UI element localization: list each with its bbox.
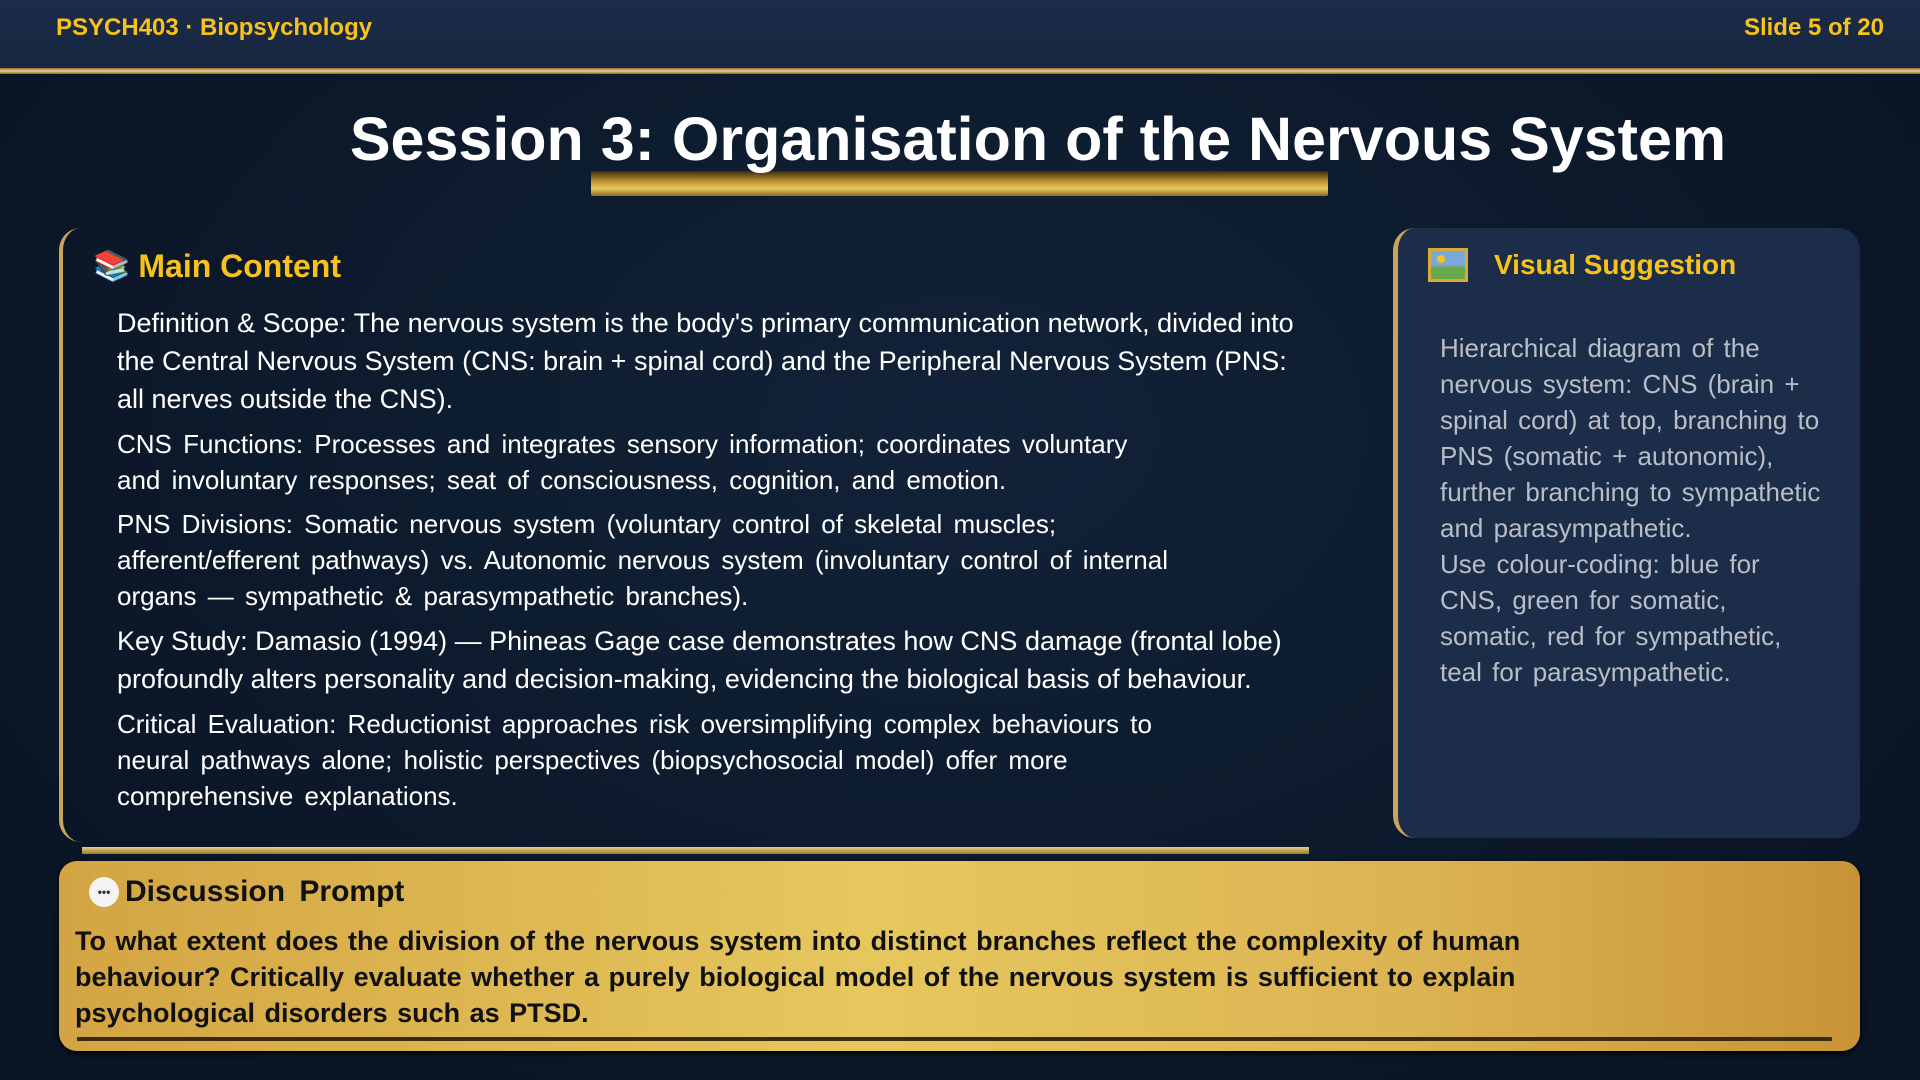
visual-suggestion-panel [1393, 228, 1860, 838]
discussion-heading [89, 875, 404, 909]
pns-divisions-paragraph: PNS Divisions: Somatic nervous system (voluntary control of skeletal muscles; afferent/efferent pathways) vs. Autonomic nervous system (involuntary control of internal organs — sympathetic & parasympathetic branches). [117, 509, 1168, 611]
main-content-body [117, 304, 1317, 822]
main-content-underline [82, 847, 1309, 854]
header-divider [0, 68, 1920, 74]
picture-icon [1428, 248, 1468, 282]
title-underline-bar [591, 171, 1328, 196]
discussion-prompt-panel [59, 861, 1860, 1051]
key-study-paragraph: Key Study: Damasio (1994) — Phineas Gage case demonstrates how CNS damage (frontal lobe) profoundly alters personality and decision-making, evidencing the biological basis of behaviour. [117, 626, 1282, 694]
slide-counter: Slide 5 of 20 [1743, 14, 1884, 41]
main-content-heading [93, 248, 341, 285]
header-bar [0, 0, 1920, 68]
cns-functions-paragraph: CNS Functions: Processes and integrates sensory information; coordinates voluntary and involuntary responses; seat of consciousness, cognition, and emotion. [117, 429, 1128, 495]
visual-diagram-description: Hierarchical diagram of the nervous system: CNS (brain + spinal cord) at top, branching to PNS (somatic + autonomic), further branching to sympathetic and parasympathetic. [1440, 333, 1821, 543]
visual-colour-coding: Use colour-coding: blue for CNS, green for somatic, somatic, red for sympathetic, teal for parasympathetic. [1440, 549, 1782, 687]
slide-title: Session 3: Organisation of the Nervous System [349, 105, 1727, 173]
discussion-title: Discussion Prompt [125, 875, 405, 908]
definition-paragraph: Definition & Scope: The nervous system is the body's primary communication network, divided into the Central Nervous System (CNS: brain + spinal cord) and the Peripheral Nervous System (PNS: all nerves outside the CNS). [117, 308, 1294, 414]
critical-evaluation-paragraph: Critical Evaluation: Reductionist approaches risk oversimplifying complex behaviours to neural pathways alone; holistic perspectives (biopsychosocial model) offer more comprehensive explanations. [117, 709, 1152, 811]
books-icon: 📚 [93, 250, 131, 283]
discussion-underline [77, 1037, 1832, 1041]
visual-suggestion-heading [1428, 248, 1736, 282]
discussion-text: To what extent does the division of the nervous system into distinct branches reflect the complexity of human behaviour? Critically evaluate whether a purely biological model of the nervous system is sufficient to explain psychological disorders such as PTSD. [75, 926, 1521, 1028]
visual-suggestion-body [1440, 330, 1830, 690]
course-label: PSYCH403 · Biopsychology [56, 14, 373, 41]
visual-suggestion-title: Visual Suggestion [1494, 249, 1737, 280]
main-content-panel [59, 228, 1310, 842]
main-content-title: Main Content [138, 248, 341, 284]
speech-bubble-icon: ••• [89, 877, 119, 907]
